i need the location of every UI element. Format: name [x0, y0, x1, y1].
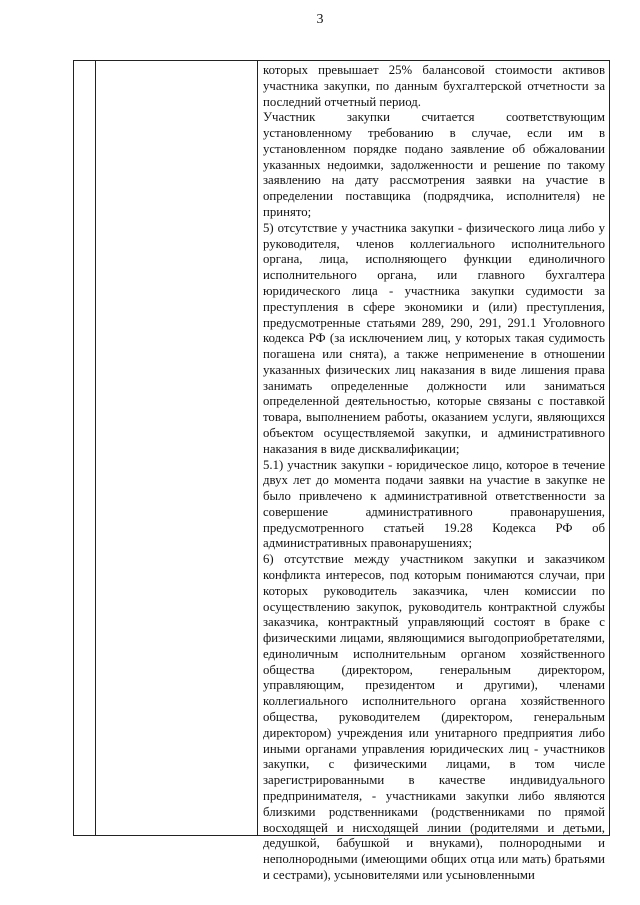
paragraph-item-5-no-criminal-record: 5) отсутствие у участника закупки - физического лица либо у руководителя, членов коллегиального исполнительного органа, лица, исполняющего функции единоличного исполнительного органа, или главного бухгалтера юридического лица - участника закупки судимости за преступления в сфере экономики и (или) преступления, предусмотренные статьями 289, 290, 291, 291.1 Уголовного кодекса РФ (за исключением лиц, у которых такая судимость погашена или снята), а также неприменение в отношении указанных физических лиц наказания в виде лишения права занимать определенные должности или заниматься определенной деятельностью, которые связаны с поставкой товара, выполнением работы, оказанием услуги, являющихся объектом осуществляемой закупки, и административного наказания в виде дисквалификации;: [263, 220, 605, 456]
paragraph-compliance-appeal: Участник закупки считается соответствующим установленному требованию в случае, если им в установленном порядке подано заявление об обжаловании указанных недоимки, задолженности и решение по такому заявлению на дату рассмотрения заявки на участие в определении поставщика (подрядчика, исполнителя) не принято;: [263, 110, 605, 220]
paragraph-item-5-1-no-administrative-liability: 5.1) участник закупки - юридическое лицо, которое в течение двух лет до момента подачи заявки на участие в закупке не было привлечено к административной ответственности за совершение административного правонарушения, предусмотренного статьей 19.28 Кодекса РФ об административных правонарушениях;: [263, 457, 605, 551]
paragraph-item-6-conflict-of-interest: 6) отсутствие между участником закупки и заказчиком конфликта интересов, под которым понимаются случаи, при которых руководитель заказчика, член комиссии по осуществлению закупок, руководитель контрактной службы заказчика, контрактный управляющий состоят в браке с физическими лицами, являющимися выгодоприобретателями, единоличным исполнительным органом хозяйственного общества (директором, генеральным директором, управляющим, президентом и другими), членами коллегиального исполнительного органа хозяйственного общества, руководителем (директором, генеральным директором) учреждения или унитарного предприятия либо иными органами управления юридических лиц - участников закупки, с физическими лицами, в том числе зарегистрированными в качестве индивидуального предпринимателя, - участниками закупки либо являются близкими родственниками (родственниками по прямой восходящей и нисходящей линии (родителями и детьми, дедушкой, бабушкой и внуками), полнородными и неполнородными (имеющими общих отца или мать) братьями и сестрами), усыновителями или усыновленными: [263, 552, 605, 882]
requirements-text-cell: [263, 63, 605, 884]
paragraph-assets-threshold: которых превышает 25% балансовой стоимости активов участника закупки, по данным бухгалтерской отчетности за последний отчетный период.: [263, 63, 605, 109]
column-divider-2: [257, 61, 258, 835]
requirements-table: [73, 60, 610, 882]
column-divider-1: [95, 61, 96, 835]
page-number: 3: [316, 12, 324, 27]
